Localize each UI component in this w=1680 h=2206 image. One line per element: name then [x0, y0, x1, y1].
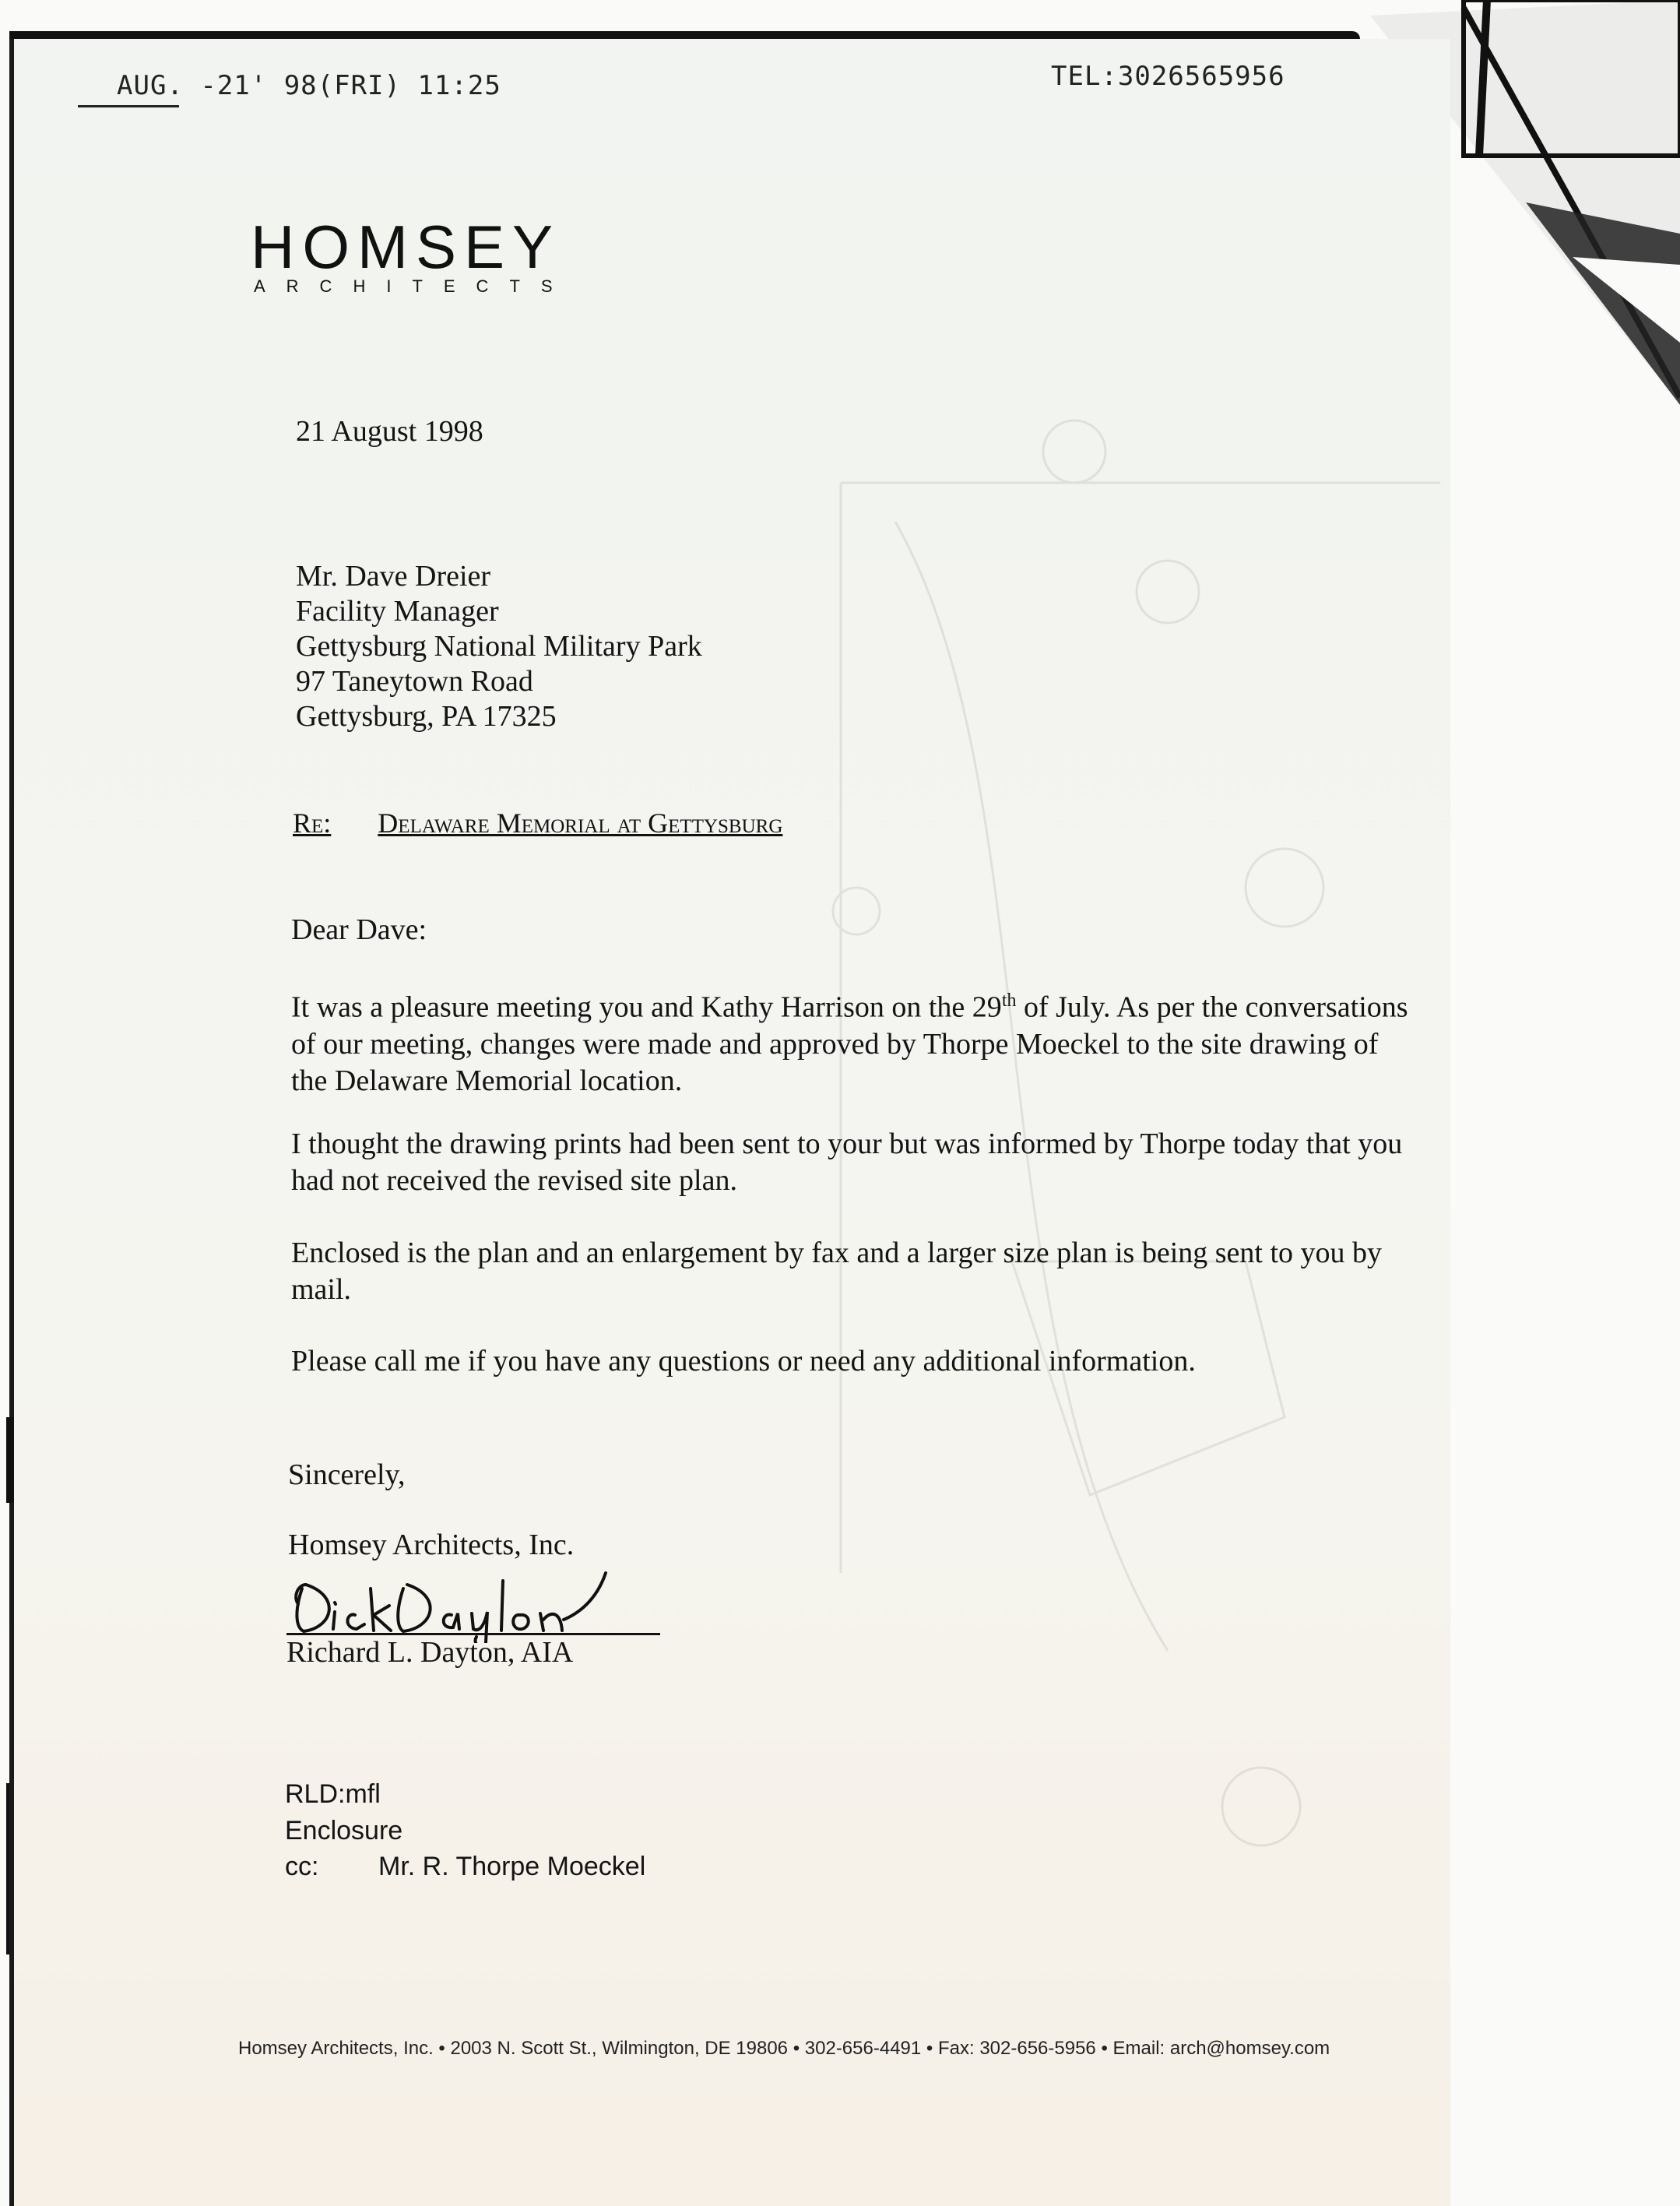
edge-mark — [6, 1783, 9, 1954]
closing-sincerely: Sincerely, — [288, 1458, 406, 1491]
signer-name: Richard L. Dayton, AIA — [286, 1636, 574, 1669]
edge-mark — [6, 1417, 14, 1503]
letter-date: 21 August 1998 — [296, 415, 483, 448]
cc-name: Mr. R. Thorpe Moeckel — [378, 1852, 646, 1881]
paragraph-1-part-b: of July. As per the conversations of our meeting, changes were made and approved by Thorpe Moeckel to the site drawing of the Delaware Memorial location. — [291, 990, 1408, 1097]
letterhead-footer: Homsey Architects, Inc. • 2003 N. Scott St., Wilmington, DE 19806 • 302-656-4491 • Fax: 302-656-5956 • Email: arch@homsey.com — [238, 2038, 1330, 2059]
body-paragraph-2: I thought the drawing prints had been sent to your but was informed by Thorpe today that you had not received the revised site plan. — [291, 1128, 1403, 1197]
paragraph-1-part-a: It was a pleasure meeting you and Kathy Harrison on the 29 — [291, 990, 1002, 1024]
ordinal-suffix: th — [1001, 990, 1017, 1011]
handwritten-signature — [286, 1565, 660, 1643]
recipient-organization: Gettysburg National Military Park — [296, 630, 702, 663]
recipient-title: Facility Manager — [296, 595, 499, 628]
recipient-name: Mr. Dave Dreier — [296, 560, 491, 593]
body-paragraph-4: Please call me if you have any questions or need any additional information. — [291, 1345, 1196, 1377]
recipient-city: Gettysburg, PA 17325 — [296, 700, 557, 733]
subject-label: Re: — [293, 807, 332, 839]
cc-label: cc: — [285, 1852, 319, 1881]
subject-text: Delaware Memorial at Gettysburg — [378, 807, 783, 839]
subject-line — [293, 807, 782, 839]
initials: RLD:mfl — [285, 1779, 381, 1809]
body-paragraph-3: Enclosed is the plan and an enlargement by fax and a larger size plan is being sent to you by mail. — [291, 1237, 1383, 1306]
fax-underline — [78, 105, 179, 107]
fax-datetime: AUG. -21' 98(FRI) 11:25 — [117, 70, 501, 101]
body-paragraph-1 — [291, 983, 1420, 1099]
closing-company: Homsey Architects, Inc. — [288, 1529, 575, 1561]
company-logo-subtitle: ARCHITECTS — [254, 276, 574, 296]
recipient-street: 97 Taneytown Road — [296, 665, 533, 698]
salutation: Dear Dave: — [291, 913, 427, 946]
fax-tel: TEL:3026565956 — [1051, 61, 1285, 92]
company-logo: HOMSEY — [251, 213, 561, 281]
enclosure-note: Enclosure — [285, 1816, 403, 1845]
